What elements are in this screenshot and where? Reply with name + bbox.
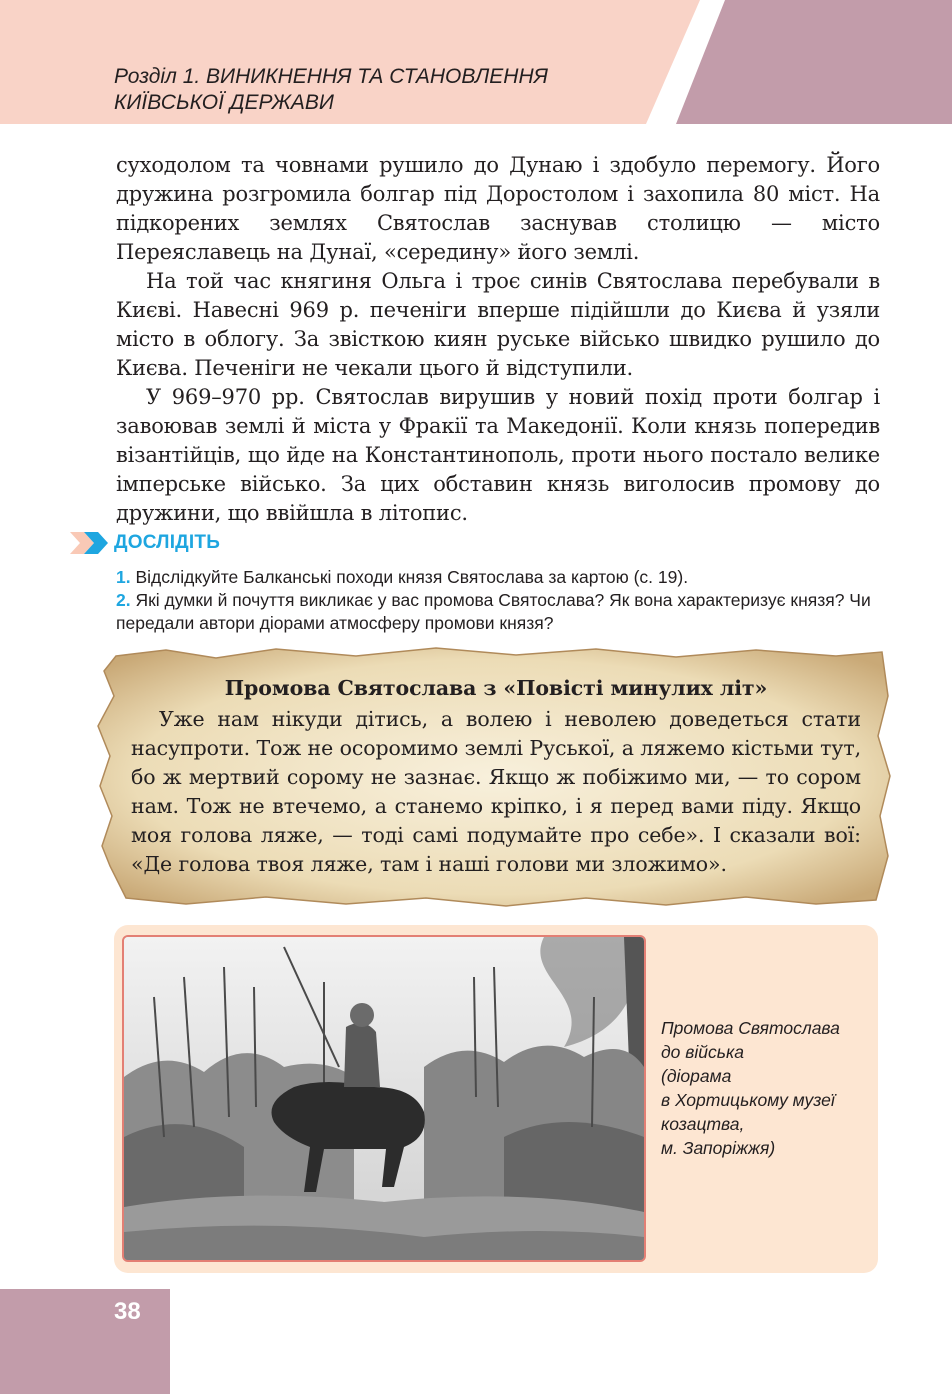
task-number: 1. [116, 567, 131, 587]
diorama-image [124, 937, 644, 1260]
paragraph: суходолом та човнами рушило до Дунаю і здобуло перемогу. Його дружина розгромила болгар під Доростолом і захопила 80 міст. На підкорених землях Святослав заснував столицю — місто Переяславець на Дунаї, «середину» його землі. [116, 153, 880, 264]
task-item [116, 589, 882, 635]
figure-caption: Промова Святослава до війська (діорама в Хортицькому музеї козацтва, м. Запоріжжя) [661, 1018, 840, 1158]
task-text: Які думки й почуття викликає у вас промова Святослава? Як вона характеризує князя? Чи передали автори діорами атмосферу промови князя? [116, 590, 871, 633]
task-number: 2. [116, 590, 131, 610]
task-item [116, 566, 882, 589]
page-number: 38 [114, 1298, 141, 1325]
main-text [116, 151, 880, 528]
quote-text: Уже нам нікуди дітись, а волею і неволею доведеться стати насупроти. Тож не осоромимо землі Руської, а ляжемо кістьми тут, бо ж мертвий сорому не зазнає. Якщо ж побіжимо ми, — то сором нам. Тож не втечемо, а станемо кріпко, і я перед вами піду. Якщо моя голова ляже, — тоді самі подумайте про себе». І сказали вої: «Де голова твоя ляже, там і наші голови ми зложимо». [131, 707, 861, 876]
chapter-title-line-2: КИЇВСЬКОЇ ДЕРЖАВИ [114, 91, 334, 114]
task-list [116, 566, 882, 635]
chapter-title [114, 64, 674, 116]
speech-quote [131, 674, 861, 879]
chapter-title-line-1: Розділ 1. ВИНИКНЕННЯ ТА СТАНОВЛЕННЯ [114, 65, 548, 88]
paragraph: На той час княгиня Ольга і троє синів Святослава перебували в Києві. Навесні 969 р. печеніги вперше підійшли до Києва й узяли місто в облогу. За звісткою киян руське військо швидко рушило до Києва. Печеніги не чекали цього й відступили. [116, 269, 880, 380]
research-heading [70, 530, 220, 556]
research-title: ДОСЛІДІТЬ [114, 532, 221, 553]
paragraph: У 969–970 рр. Святослав вирушив у новий похід проти болгар і завоював землі й міста у Фракії та Македонії. Коли князь попередив візантійців, що йде на Константинополь, проти нього постало велике імперське військо. За цих обставин князь виголосив промову до дружини, що ввійшла в літопис. [116, 385, 880, 525]
diorama-illustration [122, 935, 646, 1262]
header-corner-decoration [640, 0, 952, 124]
footer-band [0, 1289, 170, 1394]
quote-title: Промова Святослава з «Повісті минулих літ» [224, 676, 768, 700]
double-chevron-icon [70, 532, 110, 554]
task-text: Відслідкуйте Балканські походи князя Святослава за картою (с. 19). [135, 567, 689, 587]
